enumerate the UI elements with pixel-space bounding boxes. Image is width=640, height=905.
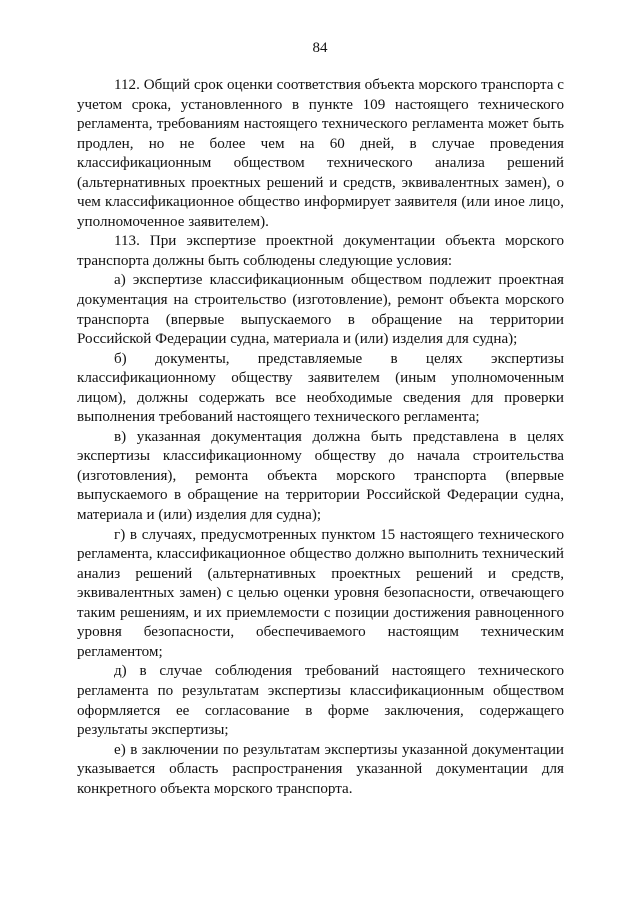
list-item-e: е) в заключении по результатам экспертизы указанной документации указывается область распространения указанной документации для конкретного объекта морского транспорта. — [77, 741, 564, 797]
page-number: 84 — [312, 40, 328, 56]
paragraph-113: 113. При экспертизе проектной документации объекта морского транспорта должны быть соблюдены следующие условия: — [77, 233, 564, 269]
list-item-d: д) в случае соблюдения требований настоящего технического регламента по результатам экспертизы классификационным обществом оформляется ее согласование в форме заключения, содержащего результаты экспертизы; — [77, 663, 564, 739]
list-item-v: в) указанная документация должна быть представлена в целях экспертизы классификационному обществу до начала строительства (изготовления), ремонта объекта морского транспорта (впервые выпускаемого в обращение на территории Российской Федерации судна, материала и (или) изделия для судна); — [77, 428, 564, 524]
paragraph-112: 112. Общий срок оценки соответствия объекта морского транспорта с учетом срока, установленного в пункте 109 настоящего технического регламента, требованиям настоящего технического регламента может быть продлен, но не более чем на 60 дней, в случае проведения классификационным обществом технического анализа решений (альтернативных проектных решений и средств, эквивалентных замен), о чем классификационное общество информирует заявителя (или иное лицо, уполномоченное заявителем). — [77, 77, 564, 230]
document-body — [77, 76, 564, 799]
list-item-b: б) документы, представляемые в целях экспертизы классификационному обществу заявителем (иным уполномоченным лицом), должны содержать все необходимые сведения для проверки выполнения требований настоящего технического регламента; — [77, 350, 564, 426]
list-item-g: г) в случаях, предусмотренных пунктом 15 настоящего технического регламента, классификационное общество должно выполнить технический анализ решений (альтернативных проектных решений и средств, эквивалентных замен) с целью оценки уровня безопасности, отвечающего таким решениям, и их приемлемости с позиции достижения равноценного уровня безопасности, обеспечиваемого настоящим техническим регламентом; — [77, 526, 564, 660]
list-item-a: а) экспертизе классификационным обществом подлежит проектная документация на строительство (изготовление), ремонт объекта морского транспорта (впервые выпускаемого в обращение на территории Российской Федерации судна, материала и (или) изделия для судна); — [77, 272, 564, 348]
